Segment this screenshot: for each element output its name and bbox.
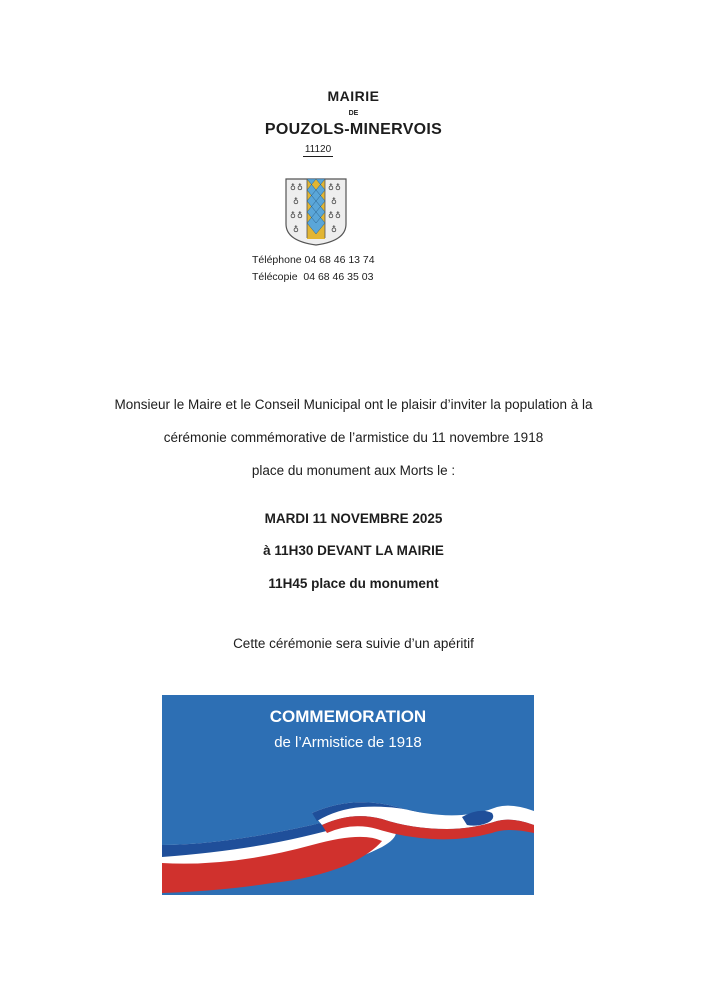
- svg-text:♁: ♁: [293, 225, 299, 234]
- svg-text:♁: ♁: [290, 211, 296, 220]
- invitation-line-3: place du monument aux Morts le :: [251, 463, 456, 478]
- svg-text:♁: ♁: [335, 211, 341, 220]
- aperitif-note: Cette cérémonie sera suivie d’un apéritif: [233, 636, 474, 651]
- svg-text:♁: ♁: [290, 183, 296, 192]
- event-time-monument: 11H45 place du monument: [268, 576, 439, 591]
- svg-text:♁: ♁: [331, 225, 337, 234]
- svg-text:♁: ♁: [297, 183, 303, 192]
- svg-text:♁: ♁: [328, 183, 334, 192]
- telecopie: Télécopie 04 68 46 35 03: [252, 271, 374, 283]
- coat-of-arms-icon: [285, 178, 347, 246]
- svg-text:♁: ♁: [328, 211, 334, 220]
- svg-text:♁: ♁: [335, 183, 341, 192]
- event-time-mairie: à 11H30 DEVANT LA MAIRIE: [263, 543, 444, 558]
- commune-name: POUZOLS-MINERVOIS: [264, 121, 443, 138]
- svg-text:♁: ♁: [297, 211, 303, 220]
- invitation-line-2: cérémonie commémorative de l’armistice du 11 novembre 1918: [163, 430, 544, 445]
- banner-subtitle: de l’Armistice de 1918: [274, 734, 422, 751]
- postal-code: 11120: [304, 144, 332, 155]
- svg-text:♁: ♁: [293, 197, 299, 206]
- mairie-de: DE: [348, 110, 359, 117]
- telephone: Téléphone 04 68 46 13 74: [252, 254, 375, 266]
- mairie-title: MAIRIE: [327, 88, 380, 104]
- banner-title: COMMEMORATION: [269, 707, 427, 726]
- svg-text:♁: ♁: [331, 197, 337, 206]
- invitation-line-1: Monsieur le Maire et le Conseil Municipal ont le plaisir d’inviter la population à la: [114, 397, 593, 412]
- event-date: MARDI 11 NOVEMBRE 2025: [264, 511, 443, 526]
